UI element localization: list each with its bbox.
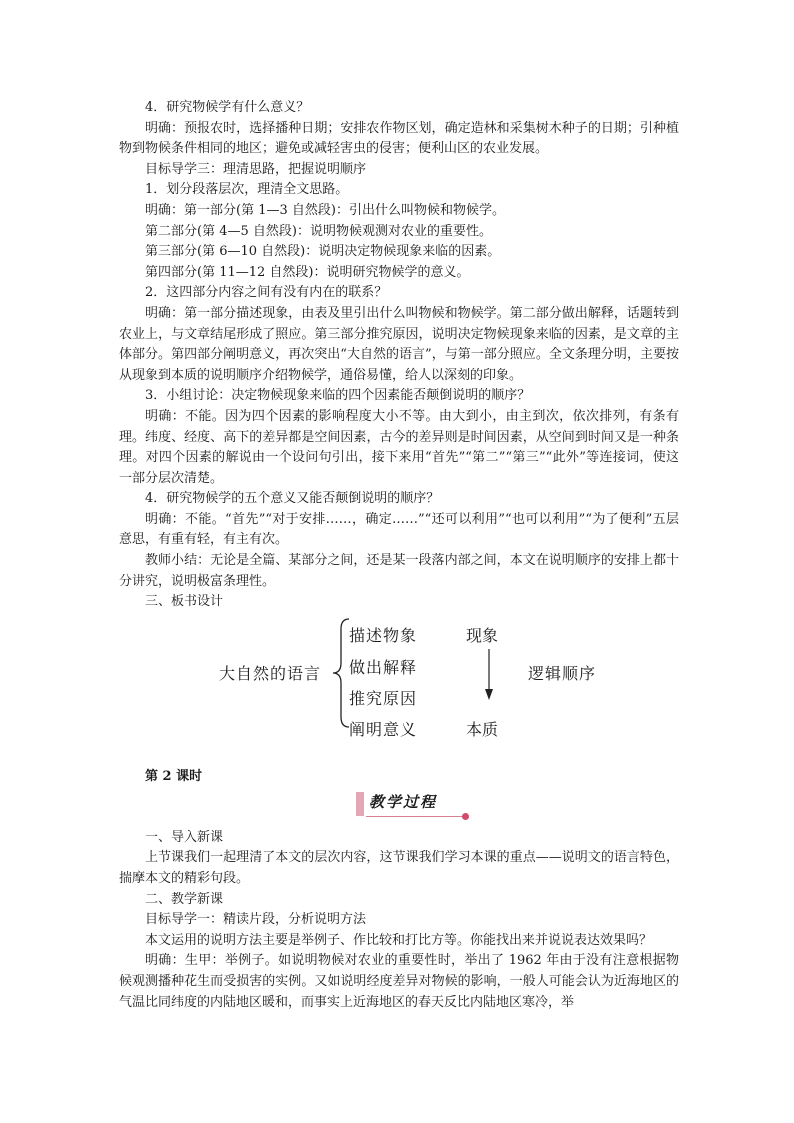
- board-phenomenon-label: 现象: [466, 625, 499, 645]
- board-item-reason: 推究原因: [349, 688, 418, 708]
- section-lesson2: [119, 828, 679, 1013]
- answer-paragraph: 明确：第一部分(第 1—3 自然段)：引出什么叫物候和物候学。: [145, 202, 505, 218]
- question-heading: 1．划分段落层次，理清全文思路。: [145, 182, 349, 198]
- board-logic-label: 逻辑顺序: [528, 663, 597, 683]
- question-heading: 3．小组讨论：决定物候现象来临的四个因素能否颠倒说明的顺序？: [145, 388, 531, 404]
- teacher-summary: 教师小结：无论是全篇、某部分之间，还是某一段落内部之间，本文在说明顺序的安排上都十分讲究，说明极富条理性。: [119, 553, 679, 589]
- objective-heading: 目标导学一：精读片段，分析说明方法: [145, 912, 367, 928]
- intro-heading: 一、导入新课: [145, 829, 224, 845]
- left-brace-icon: [331, 617, 351, 729]
- banner-title: 教学过程: [369, 792, 438, 811]
- question-4-heading: 4．研究物候学有什么意义？: [145, 100, 310, 115]
- answer-paragraph: 明确：不能。因为四个因素的影响程度大小不等。由大到小，由主到次，依次排列，有条有理。纬度、经度、高下的差异都是空间因素，古今的差异则是时间因素，从空间到时间又是一种条理。对四个因素的解说由一个设问句引出，接下来用“首先”“第二”“第三”“此外”等连接词，使这一部分层次清楚。: [119, 408, 679, 486]
- new-lesson-heading: 二、教学新课: [145, 891, 224, 907]
- banner-accent-bar: [356, 792, 364, 816]
- banner-dot-icon: [462, 813, 469, 820]
- teaching-process-banner: [119, 788, 679, 822]
- question-heading: 2．这四部分内容之间有没有内在的联系？: [145, 285, 388, 301]
- answer-paragraph: 明确：预报农时，选择播种日期；安排农作物区划，确定造林和采集树木种子的日期；引种植物到物候条件相同的地区；避免或减轻害虫的侵害；便利山区的农业发展。: [119, 120, 679, 157]
- answer-paragraph: 第四部分(第 11—12 自然段)：说明研究物候学的意义。: [145, 264, 470, 280]
- board-design-diagram: [119, 615, 679, 743]
- answer-paragraph: 明确：不能。“首先”“对于安排……，确定……”“还可以利用”“也可以利用”“为了便利”五层意思，有重有轻，有主有次。: [119, 511, 679, 548]
- banner-underline: [366, 816, 465, 817]
- board-item-describe: 描述物象: [349, 625, 418, 645]
- page-content: [119, 98, 679, 1013]
- answer-paragraph: 第二部分(第 4—5 自然段)：说明物候观测对农业的重要性。: [145, 223, 492, 239]
- board-essence-label: 本质: [466, 719, 499, 739]
- objective-heading: 目标导学三：理清思路，把握说明顺序: [145, 161, 367, 177]
- answer-paragraph: 明确：第一部分描述现象，由表及里引出什么叫物候和物候学。第二部分做出解释，话题转到农业上，与文章结尾形成了照应。第三部分推究原因，说明决定物候现象来临的因素，是文章的主体部分。第四部分阐明意义，再次突出“大自然的语言”，与第一部分照应。全文条理分明，主要按从现象到本质的说明顺序介绍物候学，通俗易懂，给人以深刻的印象。: [119, 305, 679, 383]
- section-lesson1: [119, 98, 679, 613]
- answer-paragraph: 明确：生甲：举例子。如说明物候对农业的重要性时，举出了 1962 年由于没有注意根据物候观测播种花生而受损害的实例。又如说明经度差异对物候的影响，一般人可能会认为近海地区的气温比同纬度的内陆地区暖和，而事实上近海地区的春天反比内陆地区寒冷，举: [119, 953, 679, 1010]
- board-item-meaning: 阐明意义: [349, 719, 418, 739]
- board-title: 大自然的语言: [219, 663, 322, 683]
- lesson-2-heading: 第 2 课时: [145, 768, 203, 784]
- down-arrow-icon: [483, 649, 495, 701]
- question-heading: 4．研究物候学的五个意义又能否颠倒说明的顺序？: [145, 491, 440, 507]
- question-paragraph: 本文运用的说明方法主要是举例子、作比较和打比方等。你能找出来并说说表达效果吗？: [145, 932, 653, 948]
- intro-paragraph: 上节课我们一起理清了本文的层次内容，这节课我们学习本课的重点——说明文的语言特色，揣摩本文的精彩句段。: [119, 850, 679, 887]
- board-design-heading: 三、板书设计: [145, 594, 224, 610]
- board-item-explain: 做出解释: [349, 657, 418, 677]
- answer-paragraph: 第三部分(第 6—10 自然段)：说明决定物候现象来临的因素。: [145, 244, 501, 260]
